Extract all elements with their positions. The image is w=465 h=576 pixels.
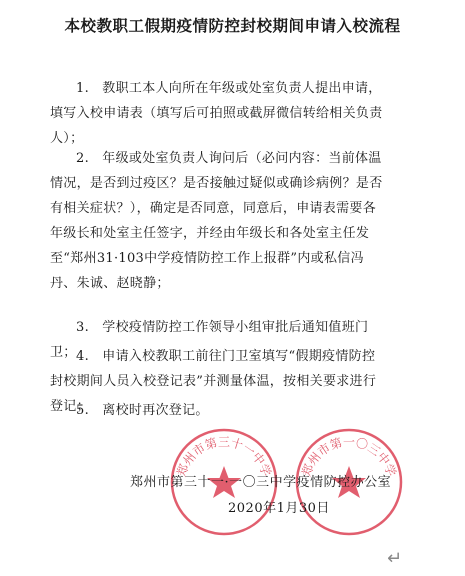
seal-right-text: 郑州市第一〇三中学 [299, 435, 399, 479]
step-3: 3. 学校疫情防控工作领导小组审批后通知值班门卫； [50, 320, 369, 360]
seal-left-text: 郑州市第三十一中学 [174, 435, 274, 479]
step-5: 5. 离校时再次登记。 [76, 403, 209, 418]
signature-organization: 郑州市第三十一·一〇三中学疫情防控办公室 [130, 475, 392, 490]
signature-date: 2020年1月30日 [228, 501, 330, 516]
document-title: 本校教职工假期疫情防控封校期间申请入校流程 [64, 17, 401, 35]
return-icon: ↵ [387, 548, 403, 569]
step-4: 4. 申请入校教职工前往门卫室填写“假期疫情防控封校期间人员入校登记表”并测量体温，按相关要求进行登记； [50, 349, 377, 414]
step-1: 1. 教职工本人向所在年级或处室负责人提出申请，填写入校申请表（填写后可拍照或截屏微信转给相关负责人）； [50, 81, 383, 146]
step-2: 2. 年级或处室负责人询问后（必问内容：当前体温情况，是否到过疫区？是否接触过疑似或确诊病例？是否有相关症状？），确定是否同意，同意后，申请表需要各年级长和处室主任签字，并经由年级长和各处室主任发至“郑州31·103中学疫情防控工作上报群”内或私信冯丹、朱诚、赵晓静； [50, 151, 383, 291]
